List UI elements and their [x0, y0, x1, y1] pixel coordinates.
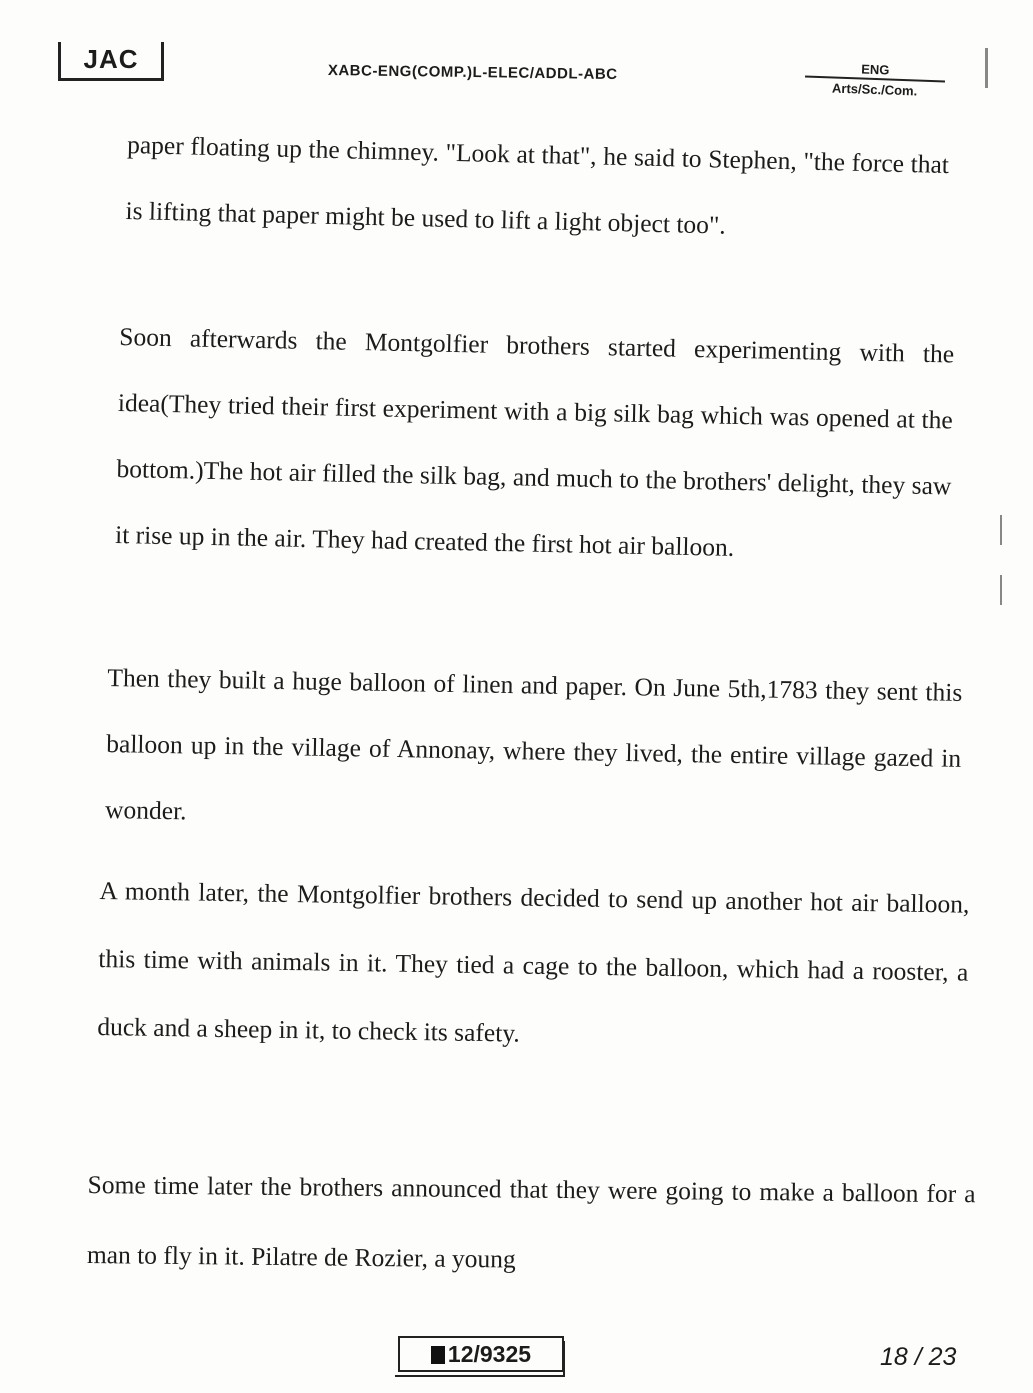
subject-label — [804, 60, 945, 100]
page-header — [0, 0, 1033, 120]
paragraph-4: A month later, the Montgolfier brothers decided to send up another hot air balloon, this time with animals in it. They tied a cage to the balloon, which had a rooster, a duck and a sheep in it, to check its safety. — [97, 875, 970, 1048]
exam-code: XABC-ENG(COMP.)L-ELEC/ADDL-ABC — [327, 62, 618, 84]
stream-name: Arts/Sc./Com. — [831, 80, 918, 99]
scan-edge-mark — [985, 48, 988, 88]
paragraph-3: Then they built a huge balloon of linen and paper. On June 5th,1783 they sent this balloon up in the village of Annonay, where they lived, the entire village gazed in wonder. — [104, 662, 963, 826]
footer-code-box — [398, 1336, 564, 1372]
scan-edge-mark — [1000, 575, 1002, 605]
paragraph-5: Some time later the brothers announced that they were going to make a balloon for a man to fly in it. Pilatre de Rozier, a young — [86, 1169, 976, 1274]
footer-code: 12/9325 — [447, 1341, 532, 1367]
scan-edge-mark — [1000, 515, 1002, 545]
jac-logo: JAC — [58, 42, 164, 81]
square-bullet-icon — [431, 1346, 445, 1364]
page-number: 18 / 23 — [880, 1343, 957, 1371]
paragraph-1: paper floating up the chimney. "Look at that", he said to Stephen, "the force that is lifting that paper might be used to lift a light object too". — [125, 129, 950, 240]
subject-name: ENG — [805, 60, 946, 83]
paragraph-2: Soon afterwards the Montgolfier brothers started experimenting with the idea(They tried their first experiment with a big silk bag which was opened at the bottom.)The hot air filled the silk bag, and much to the brothers' delight, they saw it rise up in the air. They had created the first hot air balloon. — [114, 321, 955, 562]
